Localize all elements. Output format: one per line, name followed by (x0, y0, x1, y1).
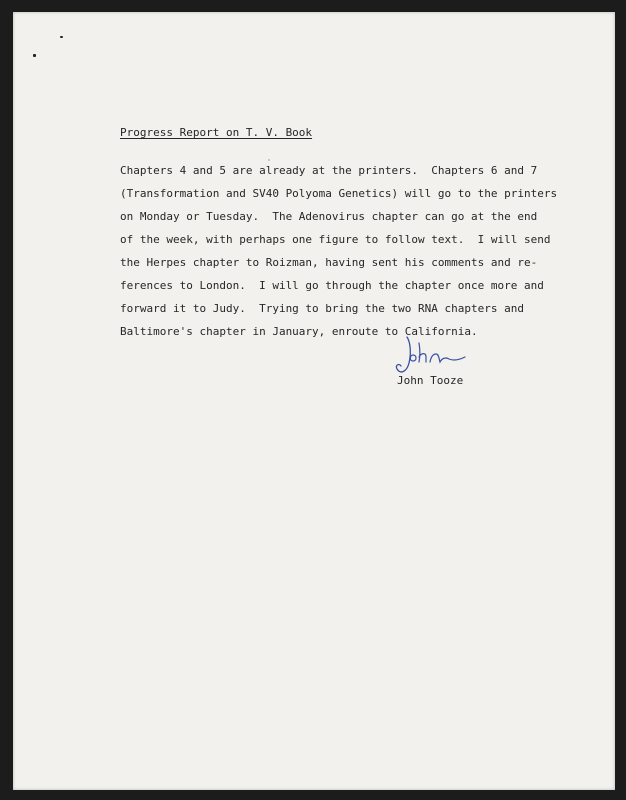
paper-speck (268, 159, 270, 161)
handwritten-signature (389, 333, 469, 377)
body-line: ferences to London. I will go through the chapter once more and (120, 279, 544, 292)
body-line: on Monday or Tuesday. The Adenovirus chapter can go at the end (120, 210, 538, 223)
body-line: of the week, with perhaps one figure to follow text. I will send (120, 233, 551, 246)
body-line: the Herpes chapter to Roizman, having sent his comments and re- (120, 256, 538, 269)
body-line: Baltimore's chapter in January, enroute to California. (120, 325, 478, 338)
ink-mark (33, 54, 36, 57)
document-title: Progress Report on T. V. Book (120, 126, 313, 139)
signature-name: John Tooze (397, 374, 464, 387)
ink-mark (60, 36, 63, 38)
body-line: forward it to Judy. Trying to bring the two RNA chapters and (120, 302, 524, 315)
body-line: (Transformation and SV40 Polyoma Genetics) will go to the printers (120, 187, 558, 200)
body-line: Chapters 4 and 5 are already at the printers. Chapters 6 and 7 (120, 164, 538, 177)
document-page (13, 12, 615, 790)
